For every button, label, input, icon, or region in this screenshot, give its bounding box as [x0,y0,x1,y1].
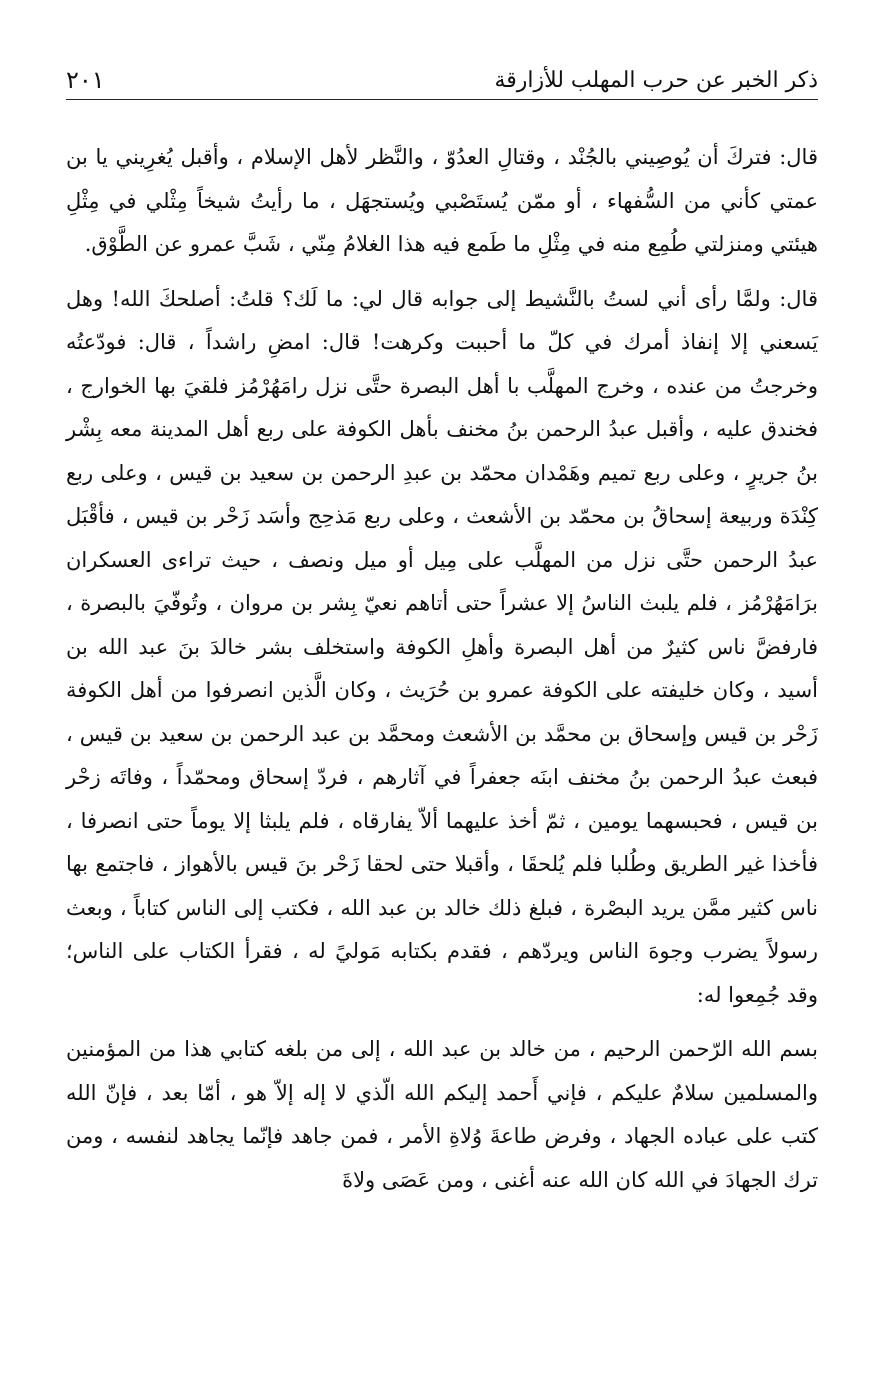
paragraph-2: قال: ولمَّا رأى أني لستُ بالنَّشيط إلى جوابه قال لي: ما لَك؟ قلتُ: أصلحكَ الله! وهل يَسعني إلا إنفاذ أمرك في كلّ ما أحببت وكرهت! قال: امضِ راشداً ، قال: فودّعتُه وخرجتُ من عنده ، وخرج المهلَّب با أهل البصرة حتَّى نزل رامَهُرْمُز فلقيَ بها الخوارج ، فخندق عليه ، وأقبل عبدُ الرحمن بنُ مخنف بأهل الكوفة على ربع أهل المدينة معه بِشْر بنُ جريرٍ ، وعلى ربع تميم وهَمْدان محمّد بن عبدِ الرحمن بن سعيد بن قيس ، وعلى ربع كِنْدَة وربيعة إسحاقُ بن محمّد بن الأشعث ، وعلى ربع مَذحِج وأسَد زَحْر بن قيس ، فأقْبَل عبدُ الرحمن حتَّى نزل من المهلَّب على مِيل أو ميل ونصف ، حيث تراءى العسكران برَامَهُرْمُز ، فلم يلبث الناسُ إلا عشراً حتى أتاهم نعيّ بِشر بن مروان ، وتُوفّيَ بالبصرة ، فارفضَّ ناس كثيرٌ من أهل البصرة وأهلِ الكوفة واستخلف بشر خالدَ بنَ عبد الله بن أسيد ، وكان خليفته على الكوفة عمرو بن حُرَيث ، وكان الَّذين انصرفوا من أهل الكوفة زَحْر بن قيس وإسحاق بن محمَّد بن الأشعث ومحمَّد بن عبد الرحمن بن سعيد بن قيس ، فبعث عبدُ الرحمن بنُ مخنف ابنَه جعفراً في آثارهم ، فردّ إسحاق ومحمّداً ، وفاتَه زحْر بن قيس ، فحبسهما يومين ، ثمّ أخذ عليهما ألاّ يفارقاه ، فلم يلبثا إلا يوماً حتى انصرفا ، فأخذا غير الطريق وطُلبا فلم يُلحقَا ، وأقبلا حتى لحقا زَحْر بنَ قيس بالأهواز ، فاجتمع بها ناس كثير ممَّن يريد البصْرة ، فبلغ ذلك خالد بن عبد الله ، فكتب إلى الناس كتاباً ، وبعث رسولاً يضرب وجوهَ الناس ويردّهم ، فقدم بكتابه مَوليً له ، فقرأ الكتاب على الناس؛ وقد جُمِعوا له: [66,286,818,1007]
paragraph-3: بسم الله الرّحمن الرحيم ، من خالد بن عبد الله ، إلى من بلغه كتابي هذا من المؤمنين والمسلمين سلامٌ عليكم ، فإني أَحمد إليكم الله الّذي لا إله إلاّ هو ، أمّا بعد ، فإنّ الله كتب على عباده الجهاد ، وفرض طاعةَ وُلاةِ الأمر ، فمن جاهد فإنّما يجاهد لنفسه ، ومن ترك الجهادَ في الله كان الله عنه أغنى ، ومن عَصَى ولاةَ [66,1037,818,1192]
header-rule [66,99,818,100]
page-body [66,136,818,1202]
page-header [66,54,818,100]
page-number: ٢٠١ [66,66,105,94]
paragraph-1: قال: فتركَ أن يُوصِيني بالجُنْد ، وقتالِ العدُوّ ، والنَّظر لأهل الإسلام ، وأقبل يُغرِيني يا بن عمتي كأني من السُّفهاء ، أو ممّن يُستَصْبي ويُستجهَل ، ما رأيتُ شيخاً مِثْلي في مِثْلِ هيئتي ومنزلتي طُمِع منه في مِثْلِ ما طَمع فيه هذا الغلامُ مِنّي ، شَبَّ عمرو عن الطَّوْق. [66,145,818,256]
running-title: ذكر الخبر عن حرب المهلب للأزارقة [494,68,818,93]
